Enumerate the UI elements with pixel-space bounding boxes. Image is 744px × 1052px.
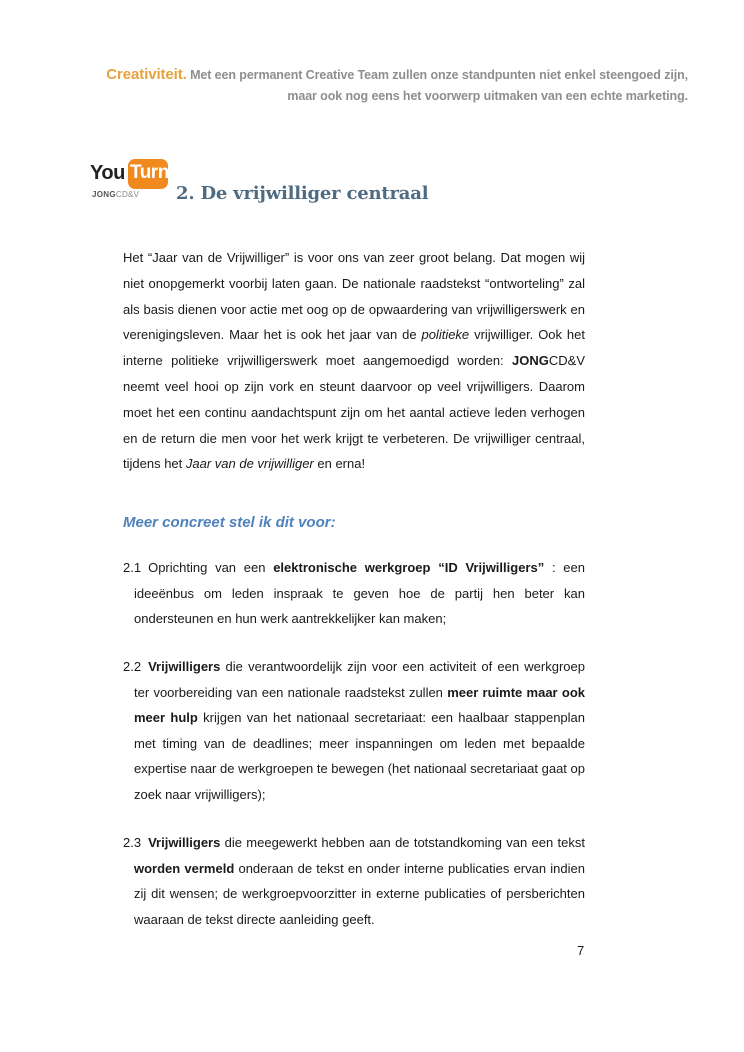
list-item — [123, 654, 585, 807]
intro-paragraph — [123, 245, 585, 477]
list-item — [123, 555, 585, 632]
item-bold: Vrijwilligers — [148, 835, 221, 850]
intro-bold-jong: JONG — [512, 353, 549, 369]
intro-text-2: vrijwilliger. Ook het interne politieke vrijwilligerswerk moet aangemoedigd worden: — [123, 327, 586, 369]
item-bold: Vrijwilligers — [148, 659, 221, 674]
intro-text-3: CD&V neemt veel hooi op zijn vork en steunt daarvoor op veel vrijwilligers. Daarom moet het een continu aandachtspunt zijn om het aantal actieve leden verhogen en de return die men voor het werk krijgt te verbeteren. De vrijwilliger centraal, tijdens het — [123, 353, 585, 472]
intro-text-1: Het “Jaar van de Vrijwilliger” is voor ons van zeer groot belang. Dat mogen wij niet onopgemerkt voorbij laten gaan. De nationale raadstekst “ontworteling” zal als basis dienen voor actie met oog op de opwaardering van vrijwilligerswerk en verenigingsleven. Maar het is ook het jaar van de — [123, 250, 585, 343]
item-bold: elektronische werkgroep “ID Vrijwilligers” — [273, 560, 545, 575]
item-text: : een ideeënbus om leden inspraak te geven hoe de partij hen beter kan ondersteunen en hun werk aantrekkelijker kan maken; — [134, 560, 585, 626]
item-text: die verantwoordelijk zijn voor een activiteit of een werkgroep ter voorbereiding van een nationale raadstekst zullen — [134, 659, 585, 700]
item-text: krijgen van het nationaal secretariaat: een haalbaar stappenplan met timing van de deadlines; meer inspanningen om leden met bepaalde expertise naar de werkgroepen te bewegen (het nationaal secretariaat gaat op zoek naar vrijwilligers); — [134, 710, 586, 802]
logo-sub-bold: JONG — [92, 190, 116, 199]
header-line1: Met een permanent Creative Team zullen onze standpunten niet enkel steengoed zijn, — [186, 68, 688, 82]
item-text: Oprichting van een — [148, 560, 274, 575]
intro-italic-2: Jaar van de vrijwilliger — [185, 456, 314, 472]
logo-turn: Turn — [130, 162, 169, 183]
item-text: onderaan de tekst en onder interne publicaties ervan indien zij dit wensen; de werkgroepvoorzitter in externe publicaties of persberichten waaraan de tekst directe aanleiding geeft. — [134, 860, 585, 927]
logo-sub-rest: CD&V — [115, 190, 140, 199]
intro-italic-1: politieke — [421, 327, 470, 343]
header-line2: maar ook nog eens het voorwerp uitmaken van een echte marketing. — [287, 89, 688, 103]
youturn-logo — [90, 159, 172, 204]
logo-you: You — [90, 162, 125, 184]
item-number: 2.2 — [123, 659, 142, 674]
page-number: 7 — [577, 943, 585, 958]
list-item — [123, 830, 585, 932]
item-text: die meegewerkt hebben aan de totstandkoming van een tekst — [220, 835, 585, 850]
section-title: 2. De vrijwilliger centraal — [176, 183, 429, 204]
logo-subtitle — [92, 190, 139, 199]
item-bold: worden vermeld — [134, 860, 235, 876]
header-accent: Creativiteit. — [106, 66, 187, 83]
subheading: Meer concreet stel ik dit voor: — [123, 514, 336, 531]
item-number: 2.1 — [123, 560, 142, 575]
intro-text-4: en erna! — [313, 456, 366, 472]
item-bold: meer ruimte maar ook meer hulp — [134, 684, 585, 725]
item-number: 2.3 — [123, 835, 142, 850]
page-header — [88, 64, 688, 107]
